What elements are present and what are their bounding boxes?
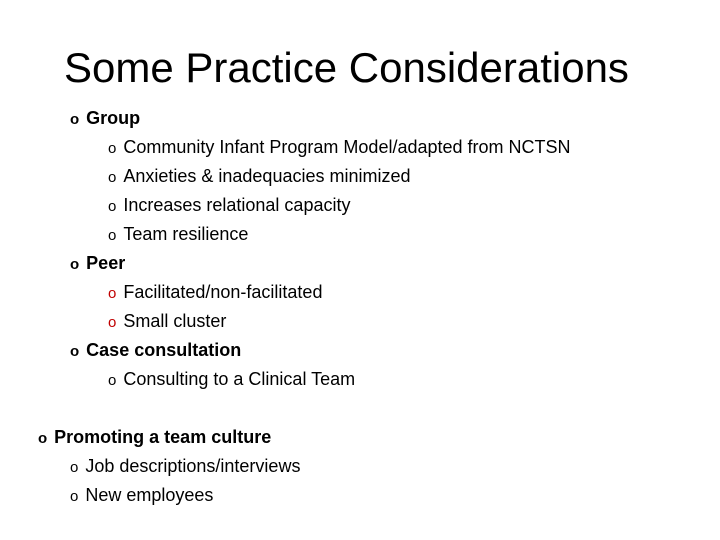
sub-bullet-text: Consulting to a Clinical Team xyxy=(123,369,356,389)
sub-bullet-text: Team resilience xyxy=(123,224,249,244)
bullet-team-culture xyxy=(38,425,271,451)
sub-bullet-text: Facilitated/non-facilitated xyxy=(123,282,323,302)
bullet-marker: o xyxy=(108,285,117,302)
bullet-label: Group xyxy=(86,108,141,128)
sub-bullet xyxy=(108,193,350,219)
bullet-marker: o xyxy=(108,314,117,331)
sub-bullet-text: Increases relational capacity xyxy=(123,195,351,215)
bullet-marker: o xyxy=(108,372,117,389)
bullet-marker: o xyxy=(108,169,117,186)
bullet-label: Peer xyxy=(86,253,126,273)
sub-bullet xyxy=(108,309,226,335)
bullet-marker: o xyxy=(70,459,79,476)
bullet-label: Promoting a team culture xyxy=(54,427,272,447)
sub-bullet-text: Anxieties & inadequacies minimized xyxy=(123,166,411,186)
bullet-marker: o xyxy=(108,227,117,244)
bullet-marker: o xyxy=(70,111,80,128)
slide-title: Some Practice Considerations xyxy=(64,44,629,91)
sub-bullet xyxy=(108,280,322,306)
bullet-group xyxy=(70,106,140,132)
sub-bullet xyxy=(108,367,355,393)
sub-bullet xyxy=(108,135,571,161)
sub-bullet xyxy=(70,483,213,509)
bullet-marker: o xyxy=(70,488,79,505)
bullet-marker: o xyxy=(70,256,80,273)
sub-bullet-text: Small cluster xyxy=(123,311,227,331)
sub-bullet xyxy=(108,222,248,248)
bullet-marker: o xyxy=(70,343,80,360)
sub-bullet-text: Job descriptions/interviews xyxy=(85,456,301,476)
bullet-case-consultation xyxy=(70,338,241,364)
bullet-marker: o xyxy=(108,140,117,157)
sub-bullet xyxy=(70,454,300,480)
bullet-label: Case consultation xyxy=(86,340,242,360)
bullet-marker: o xyxy=(38,430,48,447)
sub-bullet-text: New employees xyxy=(85,485,214,505)
sub-bullet xyxy=(108,164,411,190)
bullet-marker: o xyxy=(108,198,117,215)
sub-bullet-text: Community Infant Program Model/adapted from NCTSN xyxy=(123,137,571,157)
bullet-peer xyxy=(70,251,125,277)
